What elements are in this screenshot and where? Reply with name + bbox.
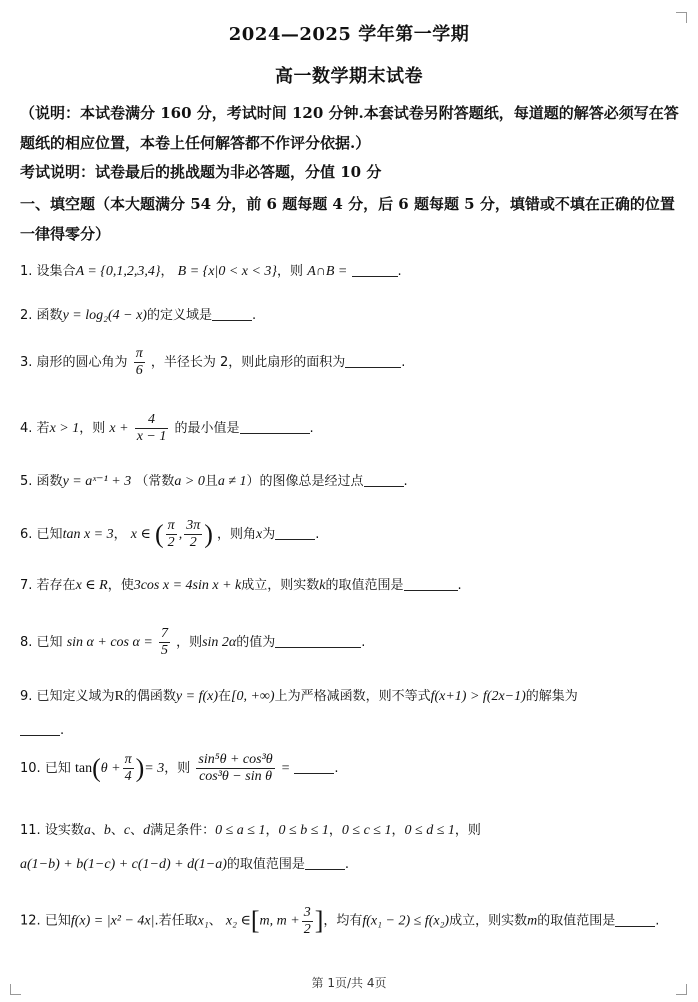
fraction: $\frac{4}{x - 1}$ — [136, 412, 167, 444]
fraction: $\frac{3\pi}{2}$ — [186, 518, 201, 550]
exam-note: 考试说明：试卷最后的挑战题为非必答题，分值 10 分 — [20, 163, 382, 181]
answer-blank[interactable] — [345, 353, 401, 368]
fraction: $\frac{\pi}{2}$ — [167, 518, 175, 550]
exam-term-title: 2024—2025 学年第一学期 — [228, 24, 470, 45]
answer-blank[interactable] — [615, 912, 655, 927]
question-11: 11. 设实数a、b、c、d满足条件：0 ≤ a ≤ 1，0 ≤ b ≤ 1，0 ≤ c ≤ 1，0 ≤ d ≤ 1，则 a(1−b) + b(1−c) + c(1−d) + d(1−a)的取值范围是 . — [20, 823, 481, 872]
fraction: $\frac{\text{sin⁵θ + cos³θ}}{\text{cos³θ − sin θ}}$ — [198, 752, 273, 784]
question-12: 12. 已知f(x) = |x² − 4x|.若任取x₁、 x₂ ∈[m, m + $\frac{3}{2}$ ]，均有f(x₁ − 2) ≤ f(x₂)成立，则实数m的取值范围是 . — [20, 904, 660, 937]
question-2: 2. 函数y = log₂(4 − x)的定义域是 . — [20, 308, 257, 323]
section-heading: 一、填空题（本大题满分 54 分，前 6 题每题 4 分，后 6 题每题 5 分，填错或不填在正确的位置一律得零分） — [20, 195, 675, 243]
fraction: $\frac{3}{2}$ — [303, 904, 311, 937]
question-5: 5. 函数y = aˣ⁻¹ + 3 （常数a > 0且a ≠ 1）的图像总是经过点 . — [20, 474, 408, 489]
answer-blank[interactable] — [305, 855, 345, 870]
fraction: $\frac{\pi}{6}$ — [135, 346, 143, 378]
answer-blank[interactable] — [294, 759, 334, 774]
question-3: 3. 扇形的圆心角为 $\frac{\pi}{6}$ ，半径长为 2，则此扇形的面积为 . — [20, 346, 406, 378]
question-7: 7. 若存在x ∈ R，使3cos x = 4sin x + k成立，则实数k的取值范围是 . — [20, 578, 462, 593]
answer-blank[interactable] — [404, 576, 458, 591]
answer-blank[interactable] — [240, 419, 310, 434]
page-number: 第 1页/共 4页 — [311, 976, 387, 990]
exam-subject-title: 高一数学期末试卷 — [275, 66, 423, 87]
answer-blank[interactable] — [275, 525, 315, 540]
question-6: 6. 已知tan x = 3， x ∈ ( $\frac{\pi}{2}$ , $\frac{3\pi}{2}$ ) ，则角x为 . — [20, 518, 320, 550]
answer-blank[interactable] — [352, 262, 398, 277]
question-10: 10. 已知 tan(θ + $\frac{\pi}{4}$ )= 3，则 $\frac{\text{sin⁵θ + cos³θ}}{\text{cos³θ − sin θ}}$ = . — [20, 752, 339, 784]
instructions: （说明：本试卷满分 160 分，考试时间 120 分钟.本套试卷另附答题纸，每道题的解答必须写在答题纸的相应位置，本卷上任何解答都不作评分依据.） — [20, 104, 679, 152]
answer-blank[interactable] — [212, 306, 252, 321]
question-8: 8. 已知 sin α + cos α = $\frac{7}{5}$ ，则sin 2α的值为 . — [20, 626, 366, 658]
fraction: $\frac{\pi}{4}$ — [124, 752, 132, 784]
question-9: 9. 已知定义域为R的偶函数y = f(x)在[0, +∞)上为严格减函数，则不等式f(x+1) > f(2x−1)的解集为 . — [20, 689, 578, 738]
answer-blank[interactable] — [364, 472, 404, 487]
fraction: $\frac{7}{5}$ — [160, 626, 168, 658]
answer-blank[interactable] — [275, 633, 361, 648]
question-4: 4. 若x > 1，则 x + $\frac{4}{x - 1}$ 的最小值是 . — [20, 412, 314, 444]
answer-blank[interactable] — [20, 721, 60, 736]
question-1: 1. 设集合A = {0,1,2,3,4}， B = {x|0 < x < 3}，则 A∩B = . — [20, 264, 402, 279]
